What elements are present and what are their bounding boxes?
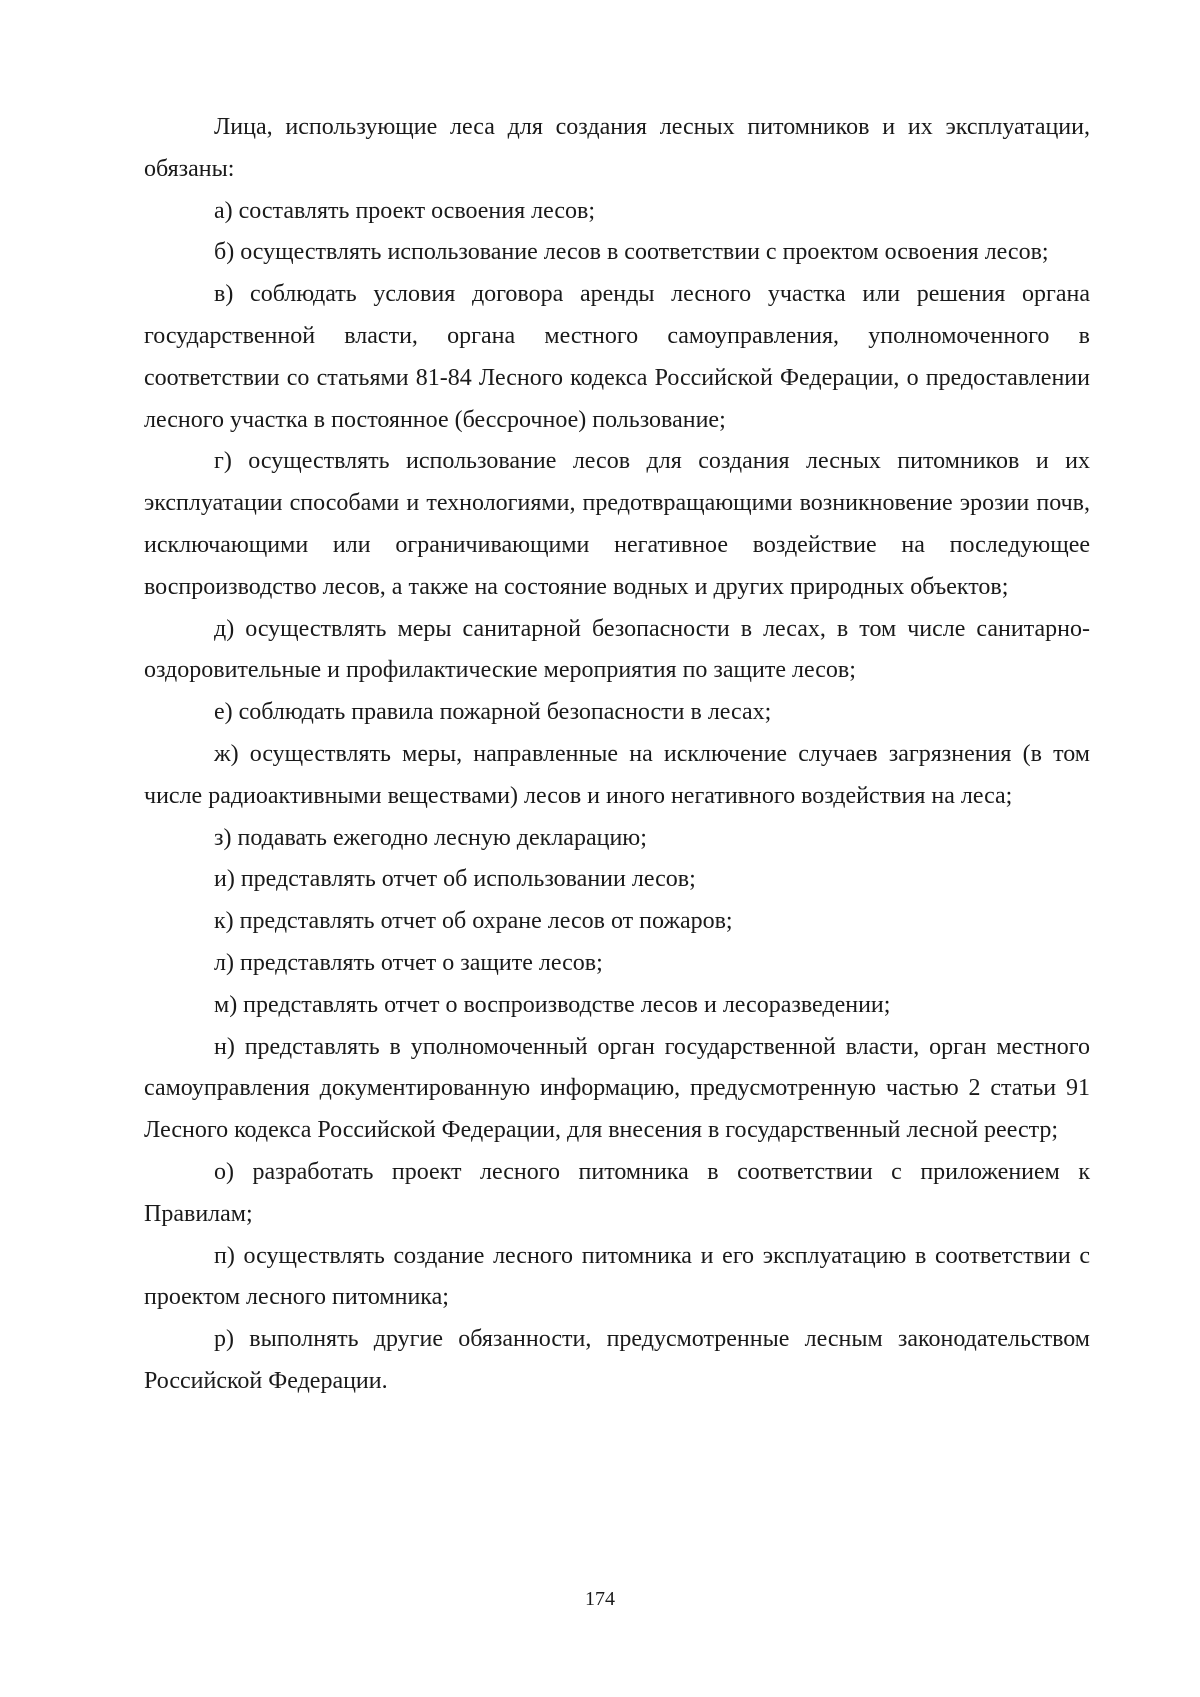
paragraph-intro: Лица, использующие леса для создания лесных питомников и их эксплуатации, обязаны: [144,114,1090,182]
list-item-m: м) представлять отчет о воспроизводстве лесов и лесоразведении; [214,991,891,1018]
list-item-n: н) представлять в уполномоченный орган государственной власти, орган местного самоуправления документированную информацию, предусмотренную частью 2 статьи 91 Лесного кодекса Российской Федерации, для внесения в государственный лесной реестр; [144,1033,1090,1144]
page-number: 174 [585,1588,615,1610]
list-item-zh: ж) осуществлять меры, направленные на исключение случаев загрязнения (в том числе радиоактивными веществами) лесов и иного негативного воздействия на леса; [144,740,1090,809]
list-item-z: з) подавать ежегодно лесную декларацию; [214,824,647,851]
list-item-v: в) соблюдать условия договора аренды лесного участка или решения органа государственной власти, органа местного самоуправления, уполномоченного в соответствии со статьями 81-84 Лесного кодекса Российской Федерации, о предоставлении лесного участка в постоянное (бессрочное) пользование; [144,281,1090,433]
list-item-a: а) составлять проект освоения лесов; [214,197,596,224]
list-item-p: п) осуществлять создание лесного питомника и его эксплуатацию в соответствии с проектом лесного питомника; [144,1242,1090,1311]
list-item-r: р) выполнять другие обязанности, предусмотренные лесным законодательством Российской Федерации. [144,1326,1090,1394]
list-item-b: б) осуществлять использование лесов в соответствии с проектом освоения лесов; [214,239,1049,266]
list-item-i: и) представлять отчет об использовании лесов; [214,866,696,893]
list-item-d: д) осуществлять меры санитарной безопасности в лесах, в том числе санитарно-оздоровительные и профилактические мероприятия по защите лесов; [144,615,1090,684]
document-body [144,107,1090,1403]
list-item-g: г) осуществлять использование лесов для создания лесных питомников и их эксплуатации способами и технологиями, предотвращающими возникновение эрозии почв, исключающими или ограничивающими негативное воздействие на последующее воспроизводство лесов, а также на состояние водных и других природных объектов; [144,448,1090,600]
list-item-e: е) соблюдать правила пожарной безопасности в лесах; [214,699,772,726]
list-item-o: о) разработать проект лесного питомника в соответствии с приложением к Правилам; [144,1158,1090,1227]
list-item-l: л) представлять отчет о защите лесов; [214,949,603,976]
list-item-k: к) представлять отчет об охране лесов от пожаров; [214,908,733,935]
